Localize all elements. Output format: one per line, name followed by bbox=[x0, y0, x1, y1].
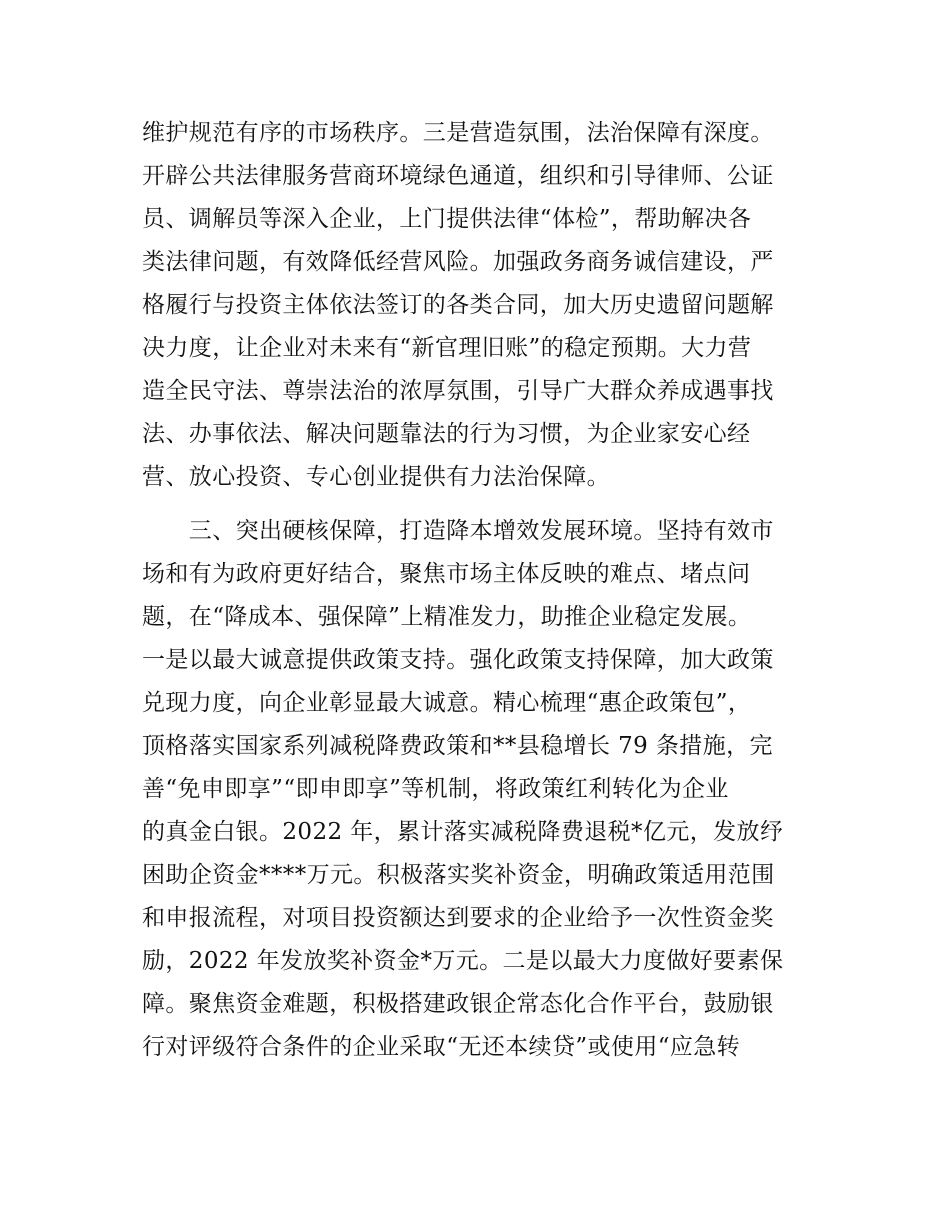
text-line: 励，2022 年发放奖补资金*万元。二是以最大力度做好要素保 bbox=[142, 948, 784, 974]
text-line: 的真金白银。2022 年，累计落实减税降费退税*亿元，发放纾 bbox=[142, 819, 784, 845]
text-line: 兑现力度，向企业彰显最大诚意。精心梳理“惠企政策包”， bbox=[142, 690, 752, 716]
section-heading-line: 三、突出硬核保障，打造降本增效发展环境。坚持有效市 bbox=[142, 518, 774, 544]
text-line: 困助企资金****万元。积极落实奖补资金，明确政策适用范围 bbox=[142, 862, 775, 888]
text-line: 维护规范有序的市场秩序。三是营造氛围，法治保障有深度。 bbox=[142, 120, 774, 146]
text-line: 法、办事依法、解决问题靠法的行为习惯，为企业家安心经 bbox=[142, 421, 751, 447]
text-line: 行对评级符合条件的企业采取“无还本续贷”或使用“应急转 bbox=[142, 1034, 741, 1060]
text-line: 开辟公共法律服务营商环境绿色通道，组织和引导律师、公证 bbox=[142, 163, 774, 189]
text-line: 顶格落实国家系列减税降费政策和**县稳增长 79 条措施，完 bbox=[142, 733, 773, 759]
document-body bbox=[142, 112, 822, 1069]
text-line: 格履行与投资主体依法签订的各类合同，加大历史遗留问题解 bbox=[142, 292, 774, 318]
text-line: 造全民守法、尊崇法治的浓厚氛围，引导广大群众养成遇事找 bbox=[142, 378, 774, 404]
text-line: 善“免申即享”“即申即享”等机制，将政策红利转化为企业 bbox=[142, 776, 729, 802]
text-line: 题，在“降成本、强保障”上精准发力，助推企业稳定发展。 bbox=[142, 604, 752, 630]
text-line: 和申报流程，对项目投资额达到要求的企业给予一次性资金奖 bbox=[142, 905, 774, 931]
text-line: 员、调解员等深入企业，上门提供法律“体检”，帮助解决各 bbox=[142, 206, 752, 232]
text-line: 一是以最大诚意提供政策支持。强化政策支持保障，加大政策 bbox=[142, 647, 774, 673]
text-line: 决力度，让企业对未来有“新官理旧账”的稳定预期。大力营 bbox=[142, 335, 752, 361]
text-line: 营、放心投资、专心创业提供有力法治保障。 bbox=[142, 464, 610, 490]
text-line: 障。聚焦资金难题，积极搭建政银企常态化合作平台，鼓励银 bbox=[142, 991, 774, 1017]
text-line: 场和有为政府更好结合，聚焦市场主体反映的难点、堵点问 bbox=[142, 561, 751, 587]
paragraph-gap bbox=[142, 499, 822, 510]
text-line: 类法律问题，有效降低经营风险。加强政务商务诚信建设，严 bbox=[142, 249, 774, 275]
